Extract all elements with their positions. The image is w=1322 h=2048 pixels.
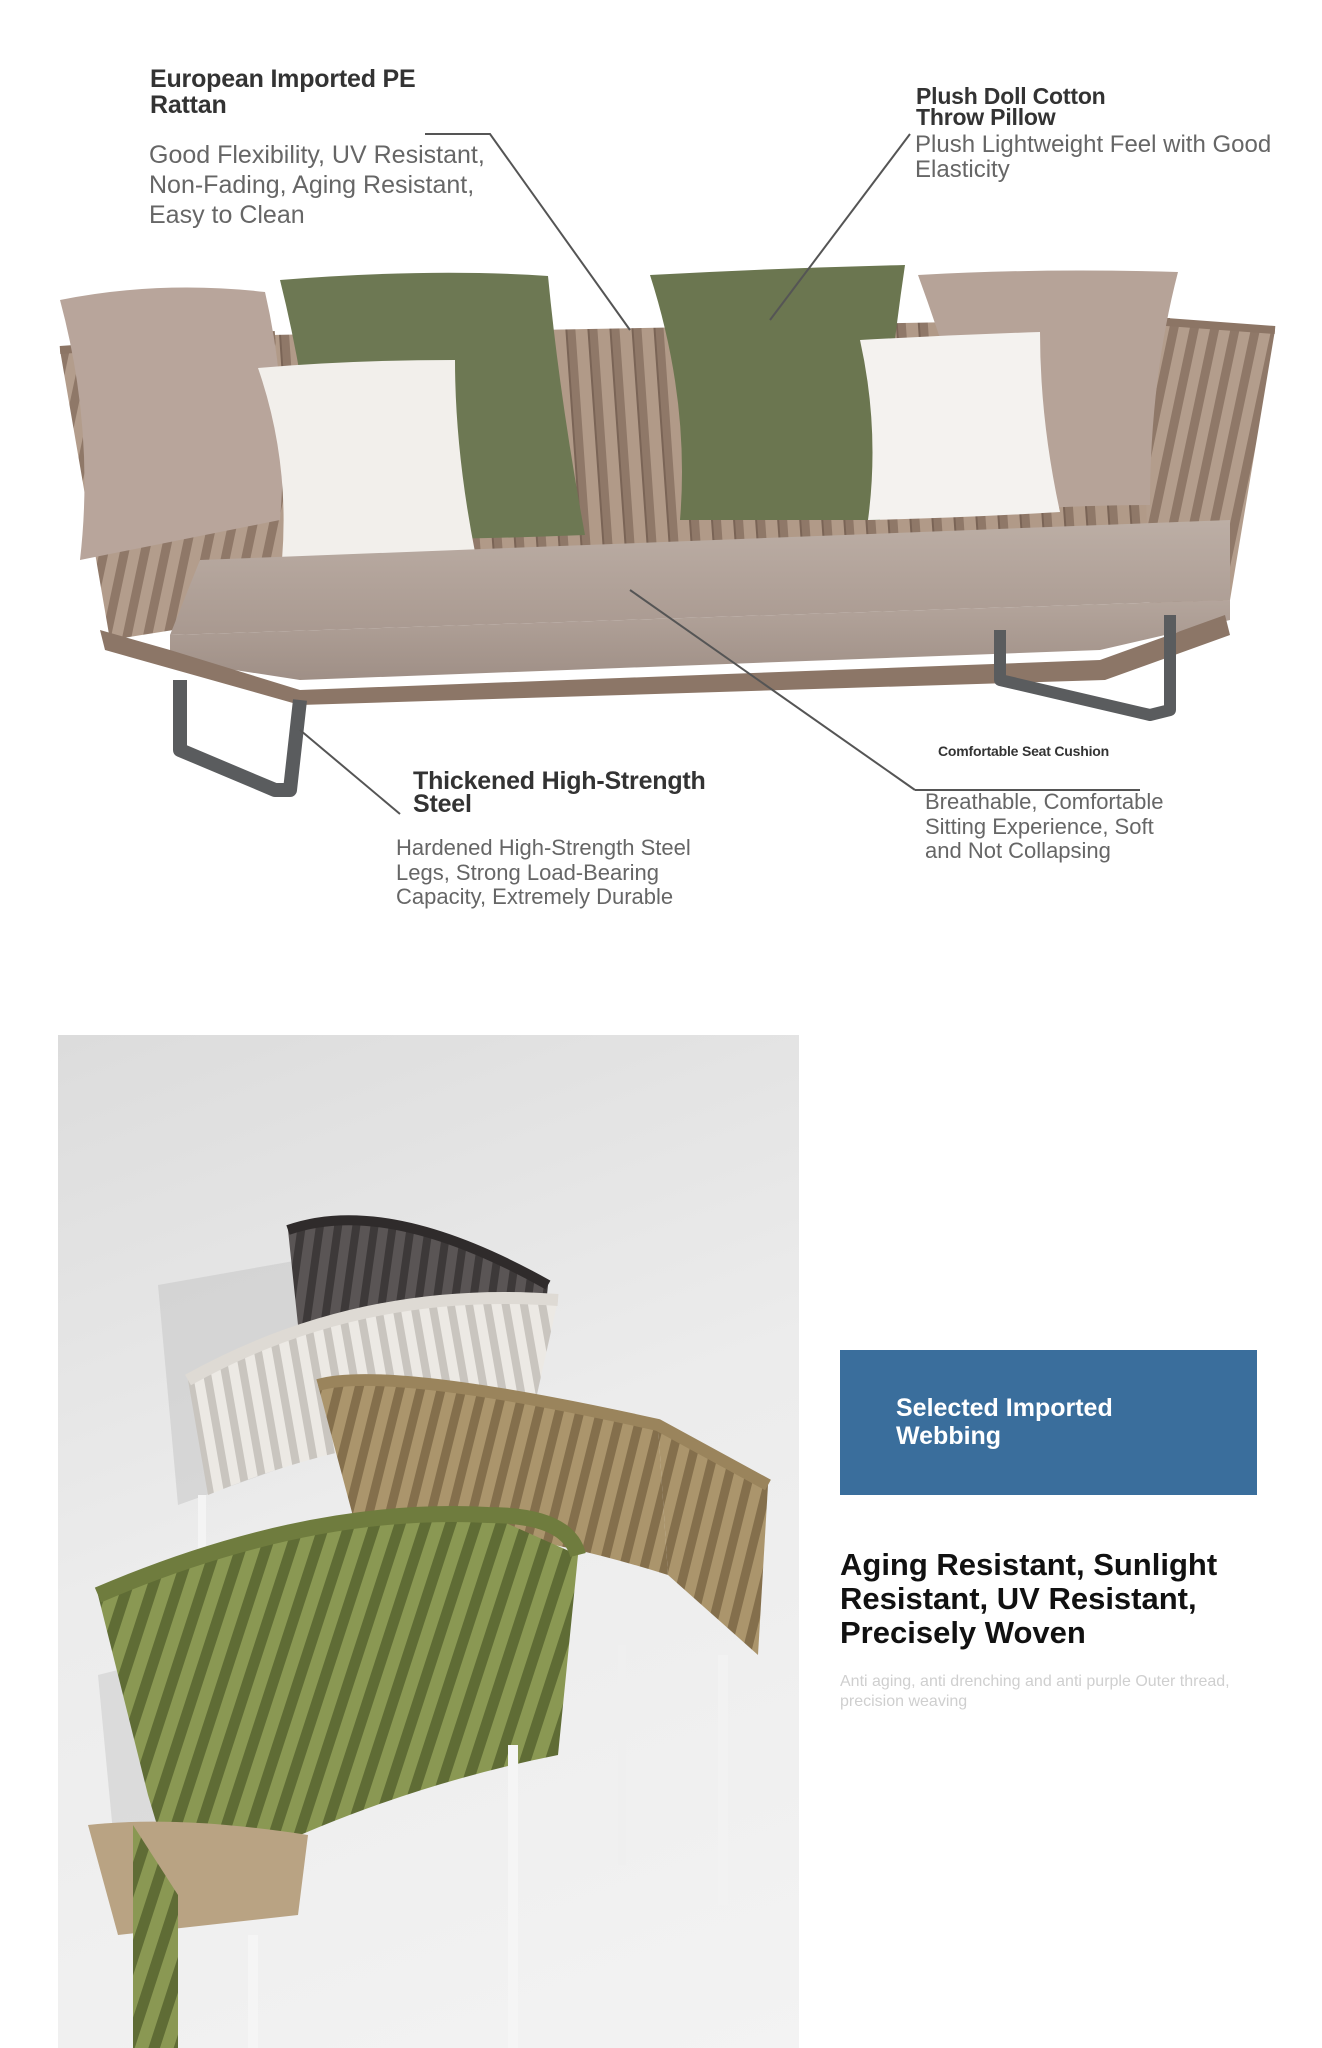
pillow-feature-description: Plush Lightweight Feel with Good Elasticity: [915, 131, 1272, 184]
cushion-feature-description: Breathable, Comfortable Sitting Experience, Soft and Not Collapsing: [925, 789, 1164, 864]
dining-chairs-photo: [58, 1035, 799, 2048]
pillow-feature-title: Plush Doll Cotton Throw Pillow: [916, 83, 1106, 131]
webbing-banner: [840, 1350, 1257, 1495]
chair-green: [88, 1514, 578, 2048]
cushion-feature-title: Comfortable Seat Cushion: [938, 743, 1109, 759]
webbing-subtext: Anti aging, anti drenching and anti purple Outer thread, precision weaving: [840, 1673, 1230, 1710]
steel-feature-description: Hardened High-Strength Steel Legs, Strong Load-Bearing Capacity, Extremely Durable: [396, 835, 691, 910]
webbing-headline: Aging Resistant, Sunlight Resistant, UV Resistant, Precisely Woven: [840, 1547, 1218, 1651]
steel-feature-title: Thickened High-Strength Steel: [413, 767, 706, 818]
pillow-white-left: [258, 360, 475, 560]
pillow-taupe-left: [60, 288, 283, 561]
pillow-white-right: [860, 332, 1060, 520]
webbing-banner-text: Selected Imported Webbing: [896, 1394, 1113, 1450]
rattan-feature-title: European Imported PE Rattan: [150, 65, 416, 120]
rattan-feature-description: Good Flexibility, UV Resistant, Non-Fading, Aging Resistant, Easy to Clean: [149, 141, 485, 229]
pillow-green-right: [650, 265, 905, 520]
